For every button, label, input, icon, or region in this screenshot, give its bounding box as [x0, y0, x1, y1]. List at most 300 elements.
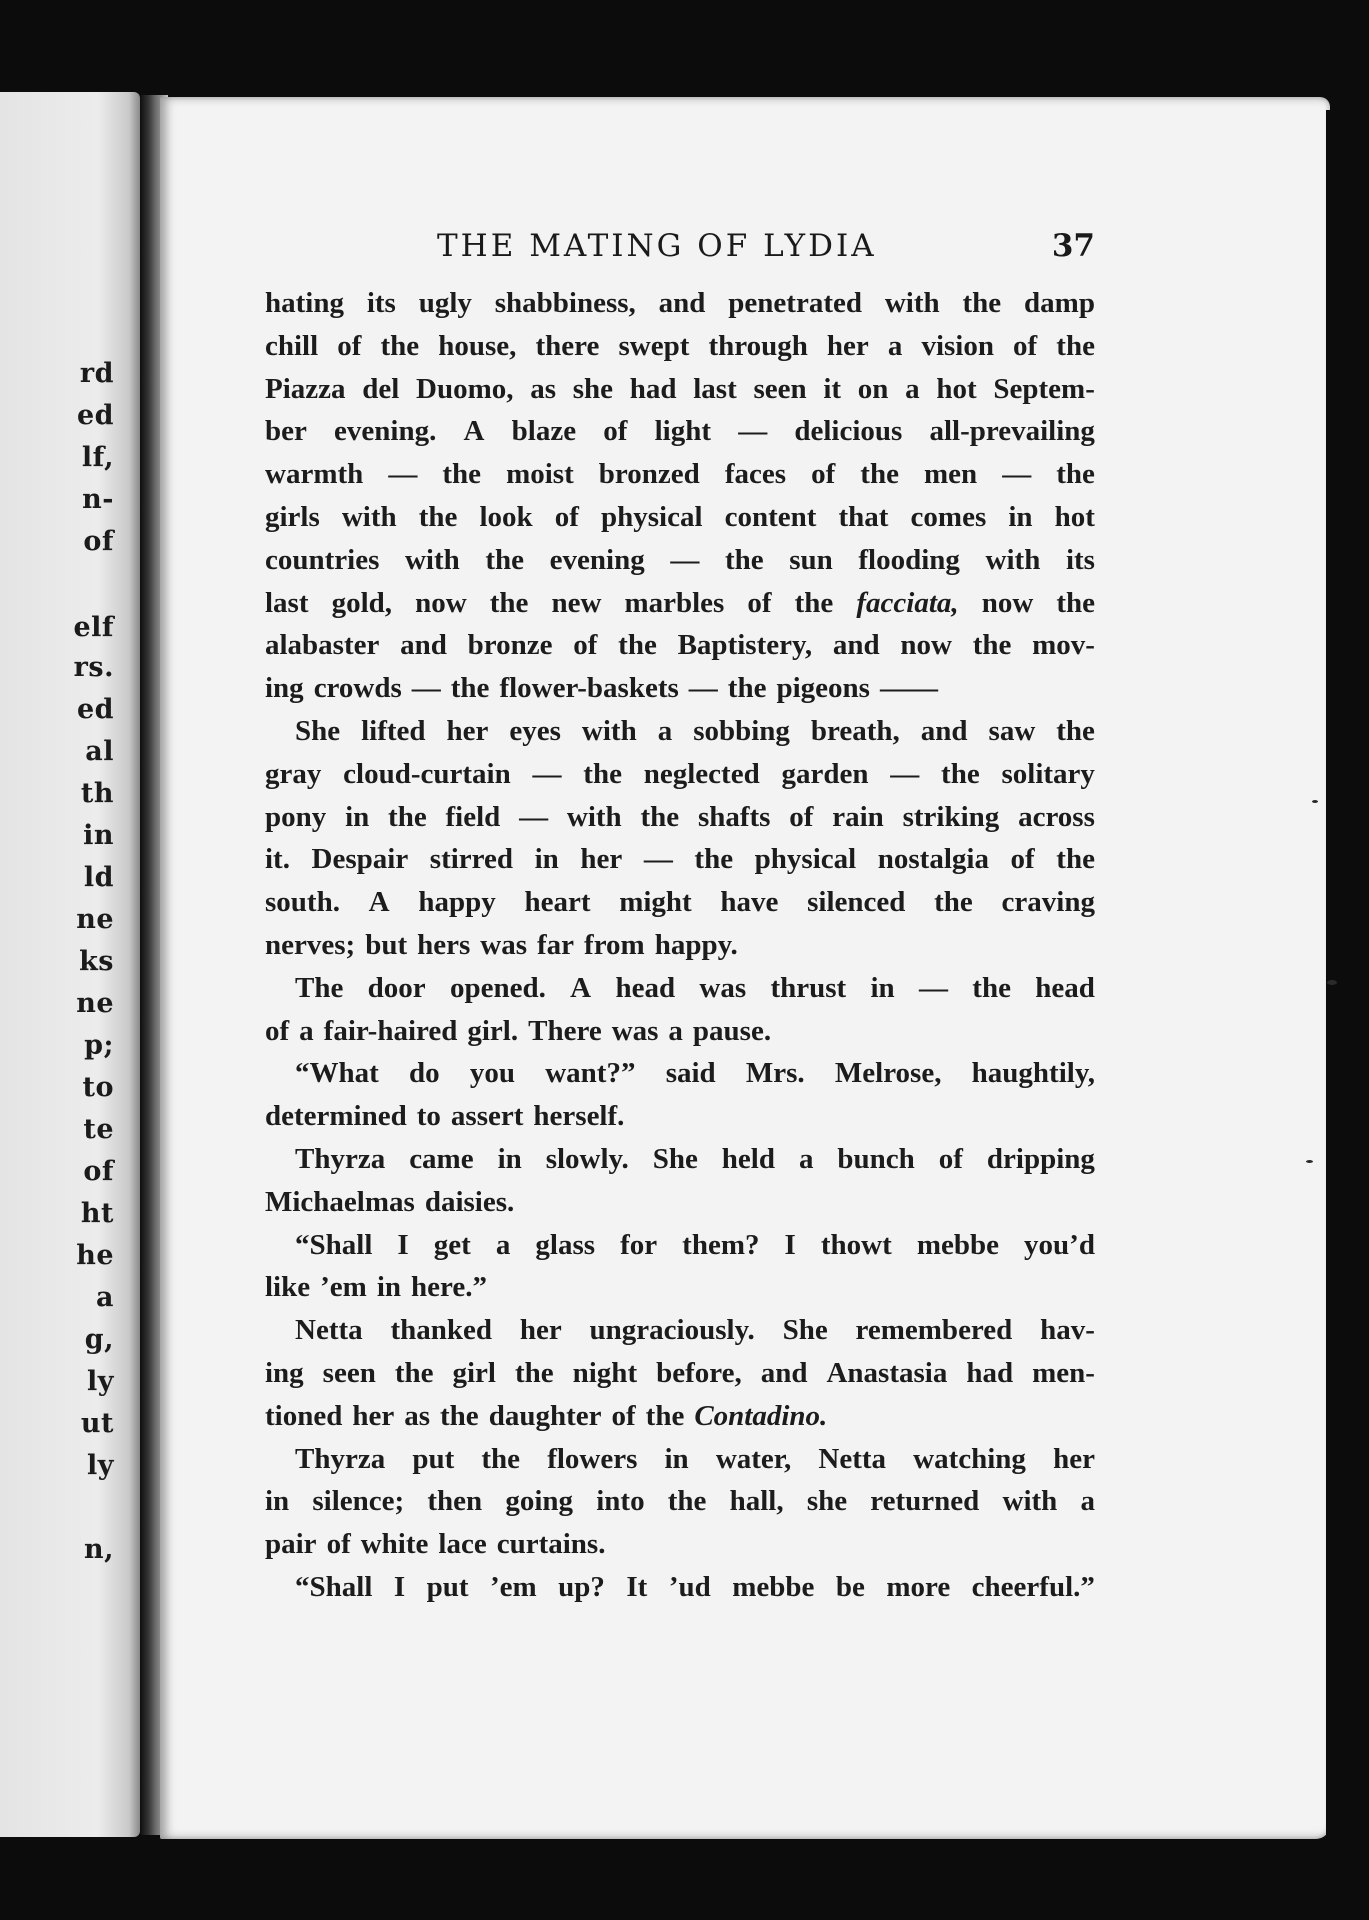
word: delicious [794, 415, 903, 448]
word: for [620, 1228, 658, 1261]
word: through [708, 329, 808, 362]
previous-page-fragment: to [82, 1072, 114, 1103]
word: Despair [311, 843, 409, 876]
word: Melrose, [834, 1057, 942, 1090]
word: flowers [547, 1442, 638, 1475]
word: glass [535, 1228, 596, 1261]
previous-page-fragment: ht [80, 1198, 114, 1229]
word: breath, [810, 714, 900, 747]
word: that [838, 500, 889, 533]
word: garden [781, 757, 869, 790]
word: and [832, 629, 880, 662]
word: — [411, 672, 441, 705]
word: you’d [1024, 1228, 1095, 1261]
word: ugly [418, 287, 472, 319]
text-line [265, 710, 1095, 753]
word: warmth [265, 458, 364, 491]
word: she [572, 372, 614, 405]
word: the [860, 458, 899, 491]
word: the [1056, 843, 1095, 876]
word: in [664, 1442, 689, 1475]
word: — [670, 543, 700, 576]
word: Netta [818, 1442, 887, 1475]
word: in [497, 1142, 522, 1175]
word: hot [936, 372, 977, 405]
word: — [1002, 458, 1032, 491]
word: in [345, 800, 370, 833]
text-line [265, 1266, 1095, 1309]
text-line [265, 881, 1095, 924]
text-line [265, 838, 1095, 881]
word: door [367, 971, 426, 1004]
word: shabbiness, [494, 287, 636, 319]
previous-page-fragment: he [76, 1240, 114, 1271]
word: there [535, 329, 600, 362]
word: haughtily, [971, 1057, 1095, 1090]
word: the [1056, 458, 1095, 491]
previous-page-fragment: rd [79, 358, 114, 389]
word: There [528, 1014, 602, 1047]
word: — [519, 800, 549, 833]
word: — [918, 971, 948, 1004]
previous-page-fragment: of [83, 1156, 114, 1187]
word: the [394, 1356, 434, 1389]
previous-page-fragment: in [83, 820, 114, 851]
scan-speck [1312, 800, 1318, 803]
word: of [573, 629, 598, 662]
word: the [442, 458, 482, 491]
word: — [388, 458, 418, 491]
word: its [1065, 543, 1095, 576]
word: alabaster [265, 629, 380, 662]
previous-page-fragment: te [83, 1114, 114, 1145]
word: as [404, 1399, 431, 1432]
text-line [265, 582, 1095, 625]
word: returned [870, 1485, 980, 1518]
word: have [720, 886, 779, 919]
word: curtains. [496, 1528, 606, 1561]
word: last [265, 586, 309, 619]
word: now [900, 629, 952, 662]
word: moist [506, 458, 574, 491]
word: determined [265, 1100, 407, 1133]
word: on [857, 372, 889, 405]
word: ing [265, 1356, 304, 1389]
word: Contadino. [694, 1399, 828, 1432]
word: new [551, 586, 602, 619]
word: a [657, 714, 673, 747]
text-line [265, 325, 1095, 368]
text-line [265, 1138, 1095, 1181]
word: striking [902, 800, 1000, 833]
word: Duomo, [416, 372, 514, 405]
text-line [265, 1566, 1095, 1609]
word: vision [921, 329, 994, 362]
word: with [581, 714, 637, 747]
text-line [265, 496, 1095, 539]
word: a [495, 1228, 511, 1261]
word: watching [913, 1442, 1026, 1475]
word: herself. [533, 1100, 625, 1133]
word: assert [450, 1100, 524, 1133]
previous-page-fragment: ld [83, 862, 114, 893]
word: the [794, 586, 834, 619]
word: blaze [511, 415, 577, 448]
word: held [721, 1142, 775, 1175]
word: “Shall [295, 1570, 373, 1603]
word: a [905, 372, 920, 405]
word: hers [417, 928, 471, 961]
word: in [376, 1271, 401, 1304]
word: south. [265, 886, 340, 919]
word: — [738, 415, 768, 448]
word: sun [789, 543, 833, 576]
word: flower-baskets [499, 672, 679, 705]
text-line [265, 1052, 1095, 1095]
word: solitary [1001, 757, 1095, 790]
word: in [870, 971, 895, 1004]
word: of [938, 1142, 963, 1175]
word: them? [682, 1228, 760, 1261]
word: A [368, 886, 390, 919]
word: daughter [488, 1399, 602, 1432]
word: ber [265, 415, 307, 448]
word: cheerful.” [971, 1570, 1095, 1603]
word: thowt [820, 1228, 892, 1261]
word: the [489, 586, 529, 619]
text-line [265, 1480, 1095, 1523]
word: shafts [697, 800, 771, 833]
word: up? [558, 1570, 605, 1603]
word: neglected [643, 757, 760, 790]
word: put [426, 1570, 469, 1603]
word: head [615, 971, 676, 1004]
word: like [265, 1271, 311, 1304]
word: Thyrza [295, 1142, 386, 1175]
word: opened. [449, 971, 546, 1004]
word: the [481, 1442, 521, 1475]
text-line [265, 453, 1095, 496]
word: a [1080, 1485, 1095, 1518]
word: She [295, 714, 341, 747]
word: be [835, 1570, 865, 1603]
word: in [1008, 500, 1033, 533]
word: look [479, 500, 533, 533]
body-text [265, 282, 1095, 1609]
word: she [806, 1485, 848, 1518]
word: girl. [467, 1014, 519, 1047]
text-line [265, 667, 1095, 710]
word: damp [1024, 287, 1095, 319]
word: Thyrza [295, 1442, 386, 1475]
word: of [611, 1399, 636, 1432]
word: and [658, 287, 706, 319]
word: now [981, 586, 1034, 619]
running-title: THE MATING OF LYDIA [437, 228, 877, 264]
word: the [667, 1485, 707, 1518]
word: as [530, 372, 557, 405]
word: with [341, 500, 397, 533]
word: stirred [429, 843, 514, 876]
text-line [265, 1395, 1095, 1438]
word: before, [656, 1356, 742, 1389]
word: the [514, 1356, 554, 1389]
word: penetrated [728, 287, 862, 319]
word: with [884, 287, 940, 319]
word: was [611, 1014, 659, 1047]
previous-page-fragment: n, [83, 1534, 114, 1565]
word: its [366, 287, 396, 319]
word: her [352, 1399, 395, 1432]
word: seen [322, 1356, 376, 1389]
word: of [789, 800, 814, 833]
word: swept [618, 329, 690, 362]
word: was [699, 971, 747, 1004]
text-line [265, 410, 1095, 453]
word: content [724, 500, 817, 533]
word: and [400, 629, 447, 662]
word: seen [753, 372, 807, 405]
word: get [433, 1228, 471, 1261]
word: bronze [467, 629, 553, 662]
word: light [654, 415, 712, 448]
word: the [1056, 329, 1095, 362]
word: far [537, 928, 575, 961]
word: craving [1001, 886, 1095, 919]
word: the [727, 672, 767, 705]
word: had [629, 372, 677, 405]
word: here.” [411, 1271, 487, 1304]
word: the [640, 800, 680, 833]
word: said [665, 1057, 716, 1090]
word: — [643, 843, 673, 876]
word: —— [879, 672, 938, 705]
word: countries [265, 543, 380, 576]
word: from [584, 928, 645, 961]
word: gold, [331, 586, 392, 619]
word: flooding [858, 543, 960, 576]
word: the [934, 886, 973, 919]
previous-page-fragment: n- [82, 484, 114, 515]
word: her [446, 714, 489, 747]
word: lace [438, 1528, 487, 1561]
word: I [393, 1570, 406, 1603]
word: girl [452, 1356, 496, 1389]
word: the [941, 757, 980, 790]
word: night [572, 1356, 638, 1389]
word: the [1056, 586, 1095, 619]
scan-speck [1327, 980, 1337, 985]
text-line [265, 1309, 1095, 1352]
word: a [299, 1014, 314, 1047]
word: of [603, 415, 628, 448]
word: She [652, 1142, 698, 1175]
word: physical [754, 843, 857, 876]
word: do [409, 1057, 440, 1090]
word: all-prevailing [929, 415, 1095, 448]
word: thanked [390, 1314, 493, 1347]
word: the [618, 629, 657, 662]
word: now [415, 586, 467, 619]
word: eyes [509, 714, 561, 747]
word: with [1002, 1485, 1058, 1518]
word: a [668, 1014, 683, 1047]
word: white [360, 1528, 429, 1561]
previous-page-fragment: p; [84, 1030, 114, 1061]
word: her [519, 1314, 562, 1347]
word: going [505, 1485, 574, 1518]
word: saw [988, 714, 1036, 747]
previous-page-fragment: a [96, 1282, 114, 1313]
word: hot [1054, 500, 1095, 533]
word: the [962, 287, 1002, 319]
word: — [532, 757, 562, 790]
previous-page-fragment: of [83, 526, 114, 557]
word: Septem- [993, 372, 1095, 405]
word: dripping [986, 1142, 1095, 1175]
word: the [440, 1399, 479, 1432]
word: her [580, 843, 623, 876]
word: the [450, 672, 490, 705]
word: then [427, 1485, 483, 1518]
word: her [1053, 1442, 1095, 1475]
word: Piazza [265, 372, 346, 405]
word: chill [265, 329, 319, 362]
word: with [985, 543, 1041, 576]
word: fair-haired [323, 1014, 458, 1047]
word: ’ud [668, 1570, 711, 1603]
word: the [972, 629, 1012, 662]
word: of [1010, 843, 1035, 876]
previous-page-fragment: ed [76, 400, 114, 431]
word: comes [910, 500, 987, 533]
word: I [397, 1228, 409, 1261]
word: tioned [265, 1399, 343, 1432]
word: heart [524, 886, 591, 919]
word: sobbing [693, 714, 790, 747]
text-line [265, 1010, 1095, 1053]
word: slowly. [545, 1142, 629, 1175]
word: “Shall [295, 1228, 373, 1261]
word: thrust [770, 971, 847, 1004]
word: ’em [490, 1570, 537, 1603]
word: crowds [313, 672, 402, 705]
word: ungraciously. [589, 1314, 755, 1347]
word: into [596, 1485, 645, 1518]
previous-page-fragment: ne [76, 988, 114, 1019]
word: facciata, [856, 586, 959, 619]
word: — [688, 672, 718, 705]
text-line [265, 624, 1095, 667]
word: the [485, 543, 525, 576]
word: of [265, 1014, 290, 1047]
word: but [365, 928, 408, 961]
word: hall, [729, 1485, 784, 1518]
word: last [693, 372, 737, 405]
word: across [1018, 800, 1095, 833]
word: of [1013, 329, 1038, 362]
word: mov- [1032, 629, 1095, 662]
text-line [265, 1095, 1095, 1138]
word: of [337, 329, 362, 362]
word: The [295, 971, 344, 1004]
word: the [583, 757, 622, 790]
word: Netta [295, 1314, 363, 1347]
word: of [811, 458, 836, 491]
text-line [265, 1224, 1095, 1267]
word: of [554, 500, 579, 533]
previous-page-fragment: ks [79, 946, 114, 977]
running-head [265, 228, 1095, 270]
word: of [326, 1528, 351, 1561]
word: her [826, 329, 869, 362]
previous-page-fragment: rs. [73, 652, 114, 683]
word: the [380, 329, 420, 362]
word: and [920, 714, 968, 747]
scan-speck [1306, 1160, 1313, 1163]
word: physical [601, 500, 703, 533]
word: want?” [545, 1057, 636, 1090]
word: pigeons [776, 672, 870, 705]
word: ’em [320, 1271, 367, 1304]
word: in [265, 1485, 290, 1518]
word: happy. [654, 928, 738, 961]
word: A [463, 415, 485, 448]
previous-page-fragment: ut [80, 1408, 114, 1439]
word: pause. [692, 1014, 772, 1047]
word: lifted [361, 714, 426, 747]
word: mebbe [732, 1570, 815, 1603]
word: Michaelmas [265, 1185, 415, 1218]
word: with [566, 800, 622, 833]
word: in [534, 843, 559, 876]
word: remembered [855, 1314, 1013, 1347]
word: you [469, 1057, 516, 1090]
word: “What [295, 1057, 379, 1090]
previous-page-fragment: ly [87, 1366, 114, 1397]
word: girls [265, 500, 320, 533]
word: and [760, 1356, 808, 1389]
word: marbles [624, 586, 725, 619]
word: it [823, 372, 842, 405]
text-line [265, 1438, 1095, 1481]
word: head [1035, 971, 1095, 1004]
text-line [265, 1523, 1095, 1566]
word: cloud-curtain [343, 757, 511, 790]
word: more [886, 1570, 951, 1603]
word: silence; [312, 1485, 405, 1518]
word: men [924, 458, 978, 491]
word: put [412, 1442, 455, 1475]
previous-page-fragment: th [80, 778, 114, 809]
word: the [724, 543, 764, 576]
word: water, [715, 1442, 792, 1475]
word: the [388, 800, 427, 833]
word: ing [265, 672, 304, 705]
word: might [619, 886, 692, 919]
word: had [966, 1356, 1014, 1389]
word: evening [549, 543, 645, 576]
word: pair [265, 1528, 317, 1561]
text-line [265, 967, 1095, 1010]
word: faces [724, 458, 787, 491]
word: to [416, 1100, 441, 1133]
word: came [409, 1142, 474, 1175]
text-line [265, 753, 1095, 796]
text-line [265, 368, 1095, 411]
previous-page-fragment: ly [87, 1450, 114, 1481]
word: hav- [1040, 1314, 1095, 1347]
